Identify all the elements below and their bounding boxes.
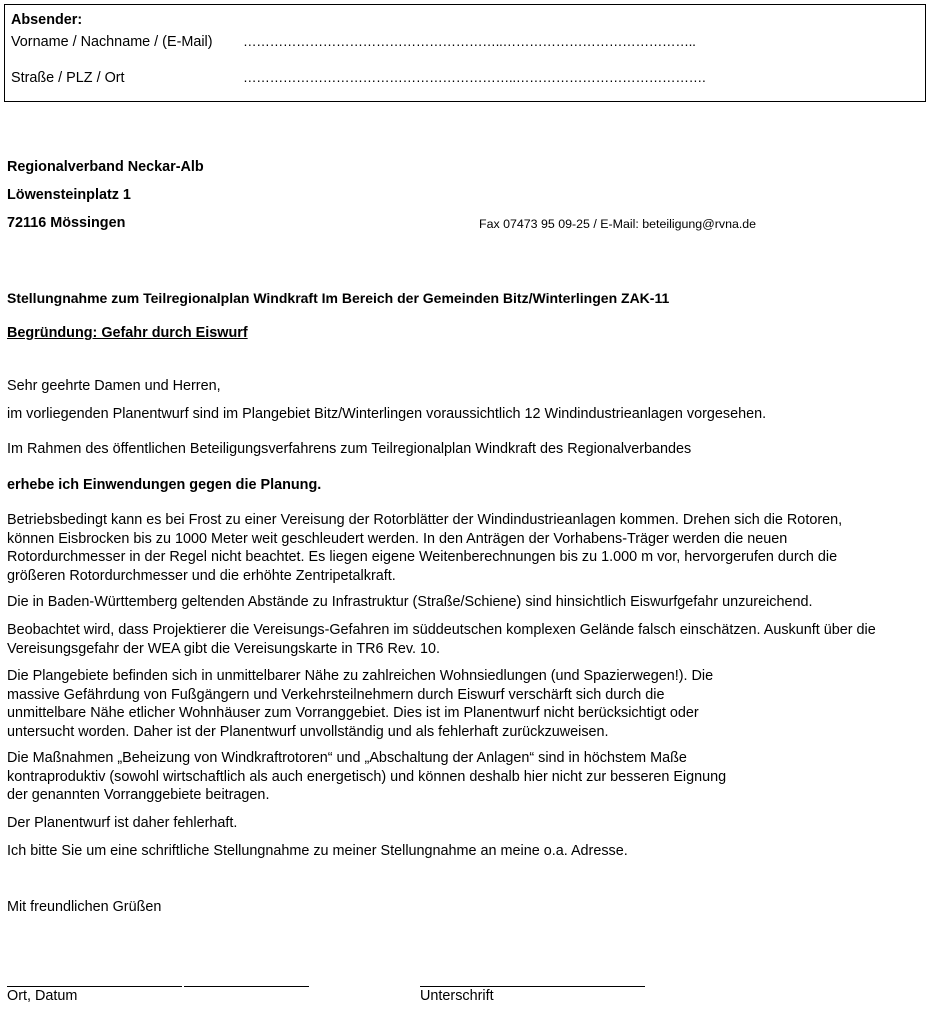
place-date-label: Ort, Datum bbox=[7, 988, 78, 1004]
salutation: Sehr geehrte Damen und Herren, bbox=[7, 378, 221, 394]
paragraph-line: Rotordurchmesser in der Regel nicht beachtet. Es liegen eigene Weitenberechnungen bis zu 1.000 m vor, hervorgerufen durch die bbox=[7, 549, 838, 565]
paragraph-line: Betriebsbedingt kann es bei Frost zu einer Vereisung der Rotorblätter der Windindustrieanlagen kommen. Drehen sich die Rotoren, bbox=[7, 512, 843, 528]
paragraph-line: Beobachtet wird, dass Projektierer die Vereisungs-Gefahren im süddeutschen komplexen Gelände falsch einschätzen. Auskunft über die bbox=[7, 622, 876, 638]
paragraph-line: der genannten Vorranggebiete beitragen. bbox=[7, 787, 270, 803]
place-date-line-extension[interactable] bbox=[184, 986, 309, 987]
paragraph-line: Die Plangebiete befinden sich in unmittelbarer Nähe zu zahlreichen Wohnsiedlungen (und Spazierwegen!). Die bbox=[7, 668, 714, 684]
paragraph-line: können Eisbrocken bis zu 1000 Meter weit geschleudert werden. In den Anträgen der Vorhabens-Träger werden die neuen bbox=[7, 530, 788, 547]
recipient-city: 72116 Mössingen bbox=[7, 215, 126, 231]
paragraph-residential-proximity bbox=[7, 667, 713, 741]
paragraph-line: massive Gefährdung von Fußgängern und Verkehrsteilnehmern durch Eiswurf verschärft sich durch die bbox=[7, 686, 665, 703]
sender-box bbox=[4, 4, 926, 102]
paragraph-line: Die Maßnahmen „Beheizung von Windkraftrotoren“ und „Abschaltung der Anlagen“ sind in höchstem Maße bbox=[7, 750, 687, 766]
paragraph-rotor-icing bbox=[7, 511, 842, 585]
context-paragraph: Im Rahmen des öffentlichen Beteiligungsverfahrens zum Teilregionalplan Windkraft des Regionalverbandes bbox=[7, 441, 692, 457]
signature-line[interactable] bbox=[420, 986, 645, 987]
paragraph-line: untersucht worden. Daher ist der Planentwurf unvollständig und als fehlerhaft zurückzuweisen. bbox=[7, 723, 609, 740]
paragraph-line: größeren Rotordurchmesser und die erhöhte Zentripetalkraft. bbox=[7, 567, 396, 584]
sender-address-label: Straße / PLZ / Ort bbox=[11, 70, 125, 86]
signature-label: Unterschrift bbox=[420, 988, 494, 1004]
sender-heading: Absender: bbox=[11, 12, 83, 28]
sender-name-field[interactable]: …………………………………………………..…………………………………….. bbox=[243, 34, 696, 49]
closing: Mit freundlichen Grüßen bbox=[7, 899, 162, 915]
paragraph-distances: Die in Baden-Württemberg geltenden Abstände zu Infrastruktur (Straße/Schiene) sind hinsichtlich Eiswurfgefahr unzureichend. bbox=[7, 594, 813, 610]
subject-title: Stellungnahme zum Teilregionalplan Windkraft Im Bereich der Gemeinden Bitz/Winterlingen ZAK-11 bbox=[7, 290, 670, 306]
sender-address-field[interactable]: ……………………………………………………..……………………………………. bbox=[243, 70, 706, 85]
paragraph-project-planners bbox=[7, 621, 876, 658]
recipient-contact: Fax 07473 95 09-25 / E-Mail: beteiligung@rvna.de bbox=[479, 217, 757, 231]
paragraph-conclusion: Der Planentwurf ist daher fehlerhaft. bbox=[7, 815, 238, 831]
subject-reason: Begründung: Gefahr durch Eiswurf bbox=[7, 325, 248, 341]
sender-name-label: Vorname / Nachname / (E-Mail) bbox=[11, 34, 213, 50]
paragraph-line: kontraproduktiv (sowohl wirtschaftlich als auch energetisch) und können deshalb hier nicht zur besseren Eignung bbox=[7, 768, 727, 785]
intro-paragraph: im vorliegenden Planentwurf sind im Plangebiet Bitz/Winterlingen voraussichtlich 12 Windindustrieanlagen vorgesehen. bbox=[7, 406, 767, 422]
recipient-street: Löwensteinplatz 1 bbox=[7, 187, 131, 203]
recipient-org: Regionalverband Neckar-Alb bbox=[7, 159, 204, 175]
paragraph-line: unmittelbare Nähe etlicher Wohnhäuser zum Vorranggebiet. Dies ist im Planentwurf nicht berücksichtigt oder bbox=[7, 705, 699, 721]
paragraph-request: Ich bitte Sie um eine schriftliche Stellungnahme zu meiner Stellungnahme an meine o.a. Adresse. bbox=[7, 843, 628, 859]
paragraph-measures bbox=[7, 749, 726, 805]
objection-statement: erhebe ich Einwendungen gegen die Planung. bbox=[7, 477, 322, 493]
paragraph-line: Vereisungsgefahr der WEA gibt die Vereisungskarte in TR6 Rev. 10. bbox=[7, 640, 441, 657]
place-date-line[interactable] bbox=[7, 986, 182, 987]
